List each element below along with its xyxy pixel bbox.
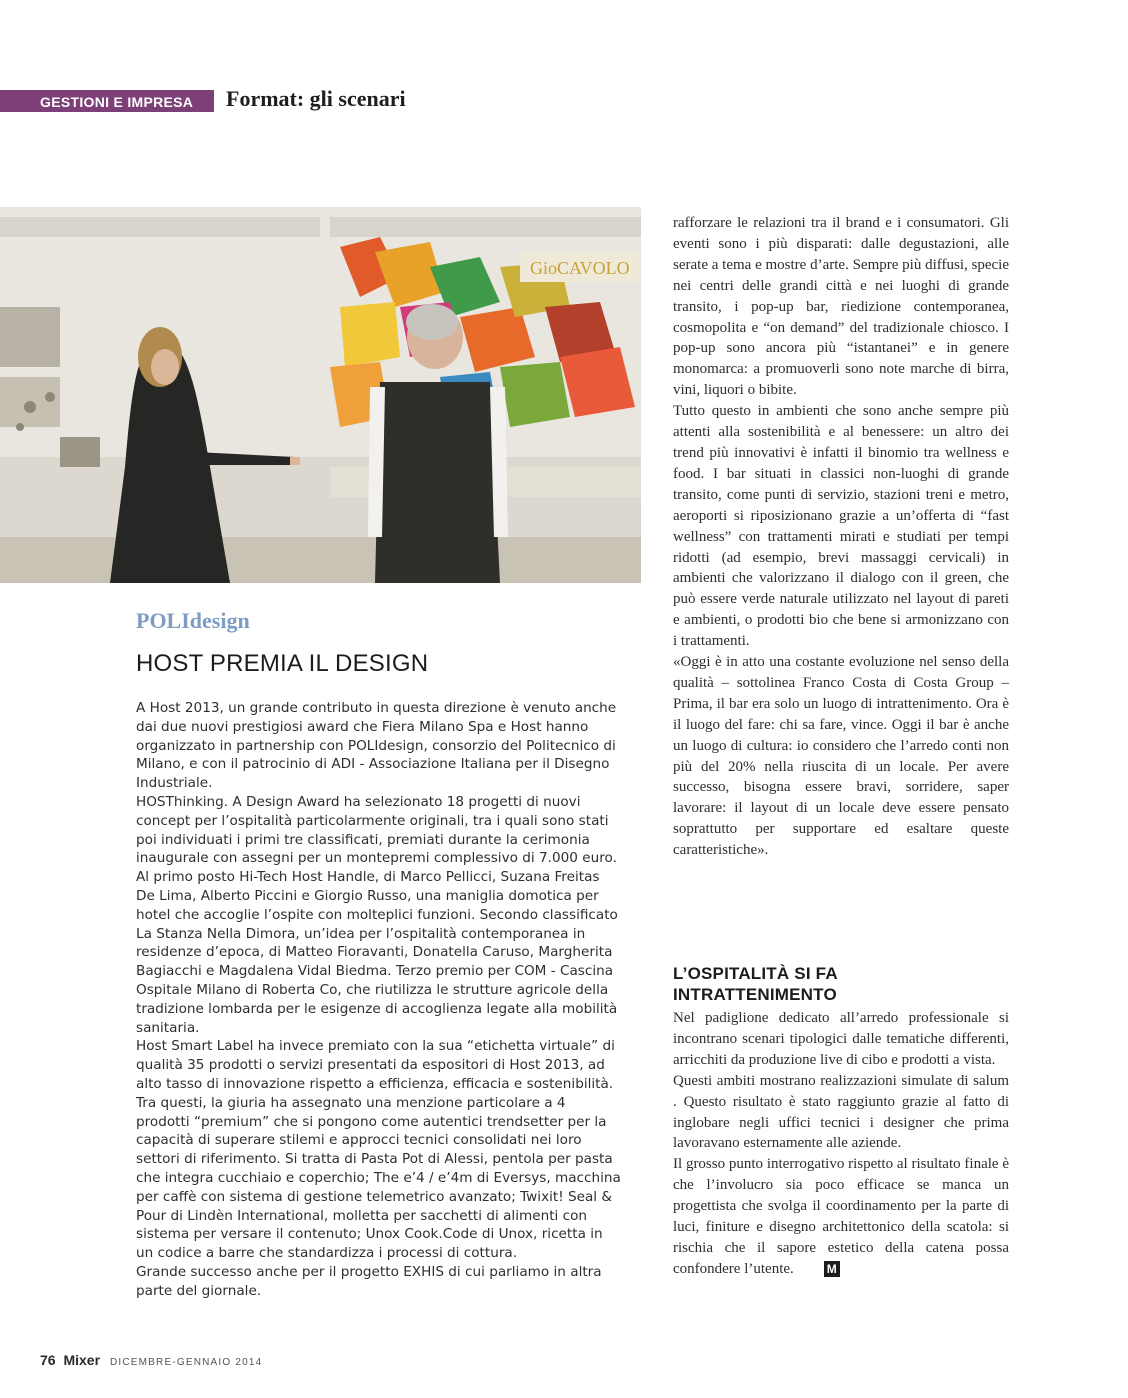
- article-headline: HOST PREMIA IL DESIGN: [136, 650, 429, 677]
- issue-date: DICEMBRE-GENNAIO 2014: [109, 1357, 263, 1368]
- magazine-name: Mixer: [63, 1352, 101, 1368]
- article-kicker: POLIdesign: [136, 608, 250, 633]
- article-body-left: [136, 699, 622, 1301]
- page-title: Format: gli scenari: [226, 86, 406, 111]
- paragraph-text: Il grosso punto interrogativo rispetto al risultato finale è che l’involucro sia poco efficace se manca un progettista che svolga il coordinamento per la parte di luci, finiture e disegno architettonico della scatola: si rischia che il sapore estetico della catena possa confondere l’utente.: [673, 1156, 1009, 1277]
- page-number: 76: [40, 1352, 56, 1368]
- paragraph: «Oggi è in atto una costante evoluzione nel senso della qualità – sottolinea Franco Costa di Costa Group – Prima, il bar era solo un luogo di intrattenimento. Ora è il luogo del fare: chi sa fare, vince. Oggi il bar è anche un luogo di cultura: io considero che l’arredo conti non più del 20% nella riuscita di un locale. Per avere successo, bisogna essere bravi, sorridere, saper lavorare: il layout di un locale deve essere pensato soprattutto per supportare ed esaltare queste caratteristiche».: [673, 654, 1009, 859]
- paragraph: HOSThinking. A Design Award ha selezionato 18 progetti di nuovi concept per l’ospitalità particolarmente originali, tra i quali sono stati poi individuati i primi tre classificati, premiati durante la cerimonia inaugurale con assegni per un montepremi complessivo di 7.000 euro. Al primo posto Hi-Tech Host Handle, di Marco Pellicci, Suzana Freitas De Lima, Alberto Piccini e Giorgio Russo, una maniglia domotica per hotel che accoglie l’ospite con molteplici funzioni. Secondo classificato La Stanza Nella Dimora, un’idea per l’ospitalità contemporanea in residenze d’epoca, di Matteo Fioravanti, Donatella Caruso, Margherita Bagiacchi e Magdalena Vidal Biedma. Terzo premio per COM - Cascina Ospitale Milano di Roberta Co, che riutilizza le strutture agricole della tradizione lombarda per le esigenze di accoglienza legate alla mobilità sanitaria.: [136, 793, 618, 1036]
- paragraph: Tutto questo in ambienti che sono anche sempre più attenti alla sostenibilità e al benessere: un altro dei trend più innovativi è infatti il binomio tra wellness e food. I bar situati in classici non-luoghi di grande transito, come punti di servizio, stazioni treni e metro, aeroporti si riposizionano grazie a un’offerta di “fast wellness” con trattamenti mirati e studiati per tempi ridotti (ad esempio, brevi massaggi cervicali) in ambienti che valorizzano il dialogo con il green, che può essere verde naturale utilizzato nel layout di pareti e ambienti, o prodotti bio che bene si armonizzano con i trattamenti.: [673, 403, 1009, 650]
- paragraph: A Host 2013, un grande contributo in questa direzione è venuto anche dai due nuovi prestigiosi award che Fiera Milano Spa e Host hanno organizzato in partnership con POLIdesign, consorzio del Politecnico di Milano, e con il patrocinio di ADI - Associazione Italiana per il Disegno Industriale.: [136, 700, 617, 792]
- paragraph: rafforzare le relazioni tra il brand e i consumatori. Gli eventi sono i più disparati: dalle degustazioni, alle serate a tema e mostre d’arte. Sempre più diffusi, specie nei centri delle grandi città e nei luoghi di grande transito, i pop-up bar, riedizione contemporanea, cosmopolita e “on demand” del tradizionale chiosco. I pop-up sono ancora più “istantanei” e in genere monomarca: a promuoverli sono note marche di birra, vini, liquori o bibite.: [673, 215, 1009, 399]
- paragraph: Host Smart Label ha invece premiato con la sua “etichetta virtuale” di qualità 35 prodotti o servizi presentati da espositori di Host 2013, ad alto tasso di innovazione rispetto a efficienza, efficacia e sostenibilità. Tra questi, la giuria ha assegnato una menzione particolare a 4 prodotti “premium” che si pongono come autentici trendsetter per la capacità di superare stilemi e approcci tecnici consolidati nei loro settori di riferimento. Si tratta di Pasta Pot di Alessi, pentola per pasta che integra cucchiaio e coperchio; The e’4 / e’4m di Eversys, macchina per caffè con sistema di gestione telemetrico avanzato; Twixit! Seal & Pour di Lindèn International, molletta per sacchetti di alimenti con sistema per versare il contenuto; Unox Cook.Code di Unox, ricetta in un codice a barre che standardizza i processi di cottura.: [136, 1038, 621, 1262]
- article-body-right: [673, 213, 1009, 861]
- page-footer: [40, 1352, 262, 1368]
- paragraph: [673, 1154, 1009, 1279]
- paragraph: Grande successo anche per il progetto EXHIS di cui parliamo in altra parte del giornale.: [136, 1263, 602, 1299]
- exhibition-photo: [0, 207, 641, 583]
- article-body-right-2: [673, 1008, 1009, 1280]
- paragraph: Questi ambiti mostrano realizzazioni simulate di salum . Questo risultato è stato raggiunto grazie al fatto di inglobare negli uffici tecnici i designer che prima lavoravano esternamente alle aziende.: [673, 1072, 1009, 1152]
- sign-text: GioCAVOLO: [530, 258, 630, 278]
- section-label: GESTIONI E IMPRESA: [40, 94, 194, 110]
- section-subheading: L’OSPITALITÀ SI FA INTRATTENIMENTO: [673, 964, 838, 1004]
- paragraph: Nel padiglione dedicato all’arredo professionale si incontrano scenari tipologici dalle tematiche differenti, arricchiti da produzione live di cibo e prodotti a vista.: [673, 1010, 1009, 1068]
- end-mark-icon: M: [824, 1261, 840, 1277]
